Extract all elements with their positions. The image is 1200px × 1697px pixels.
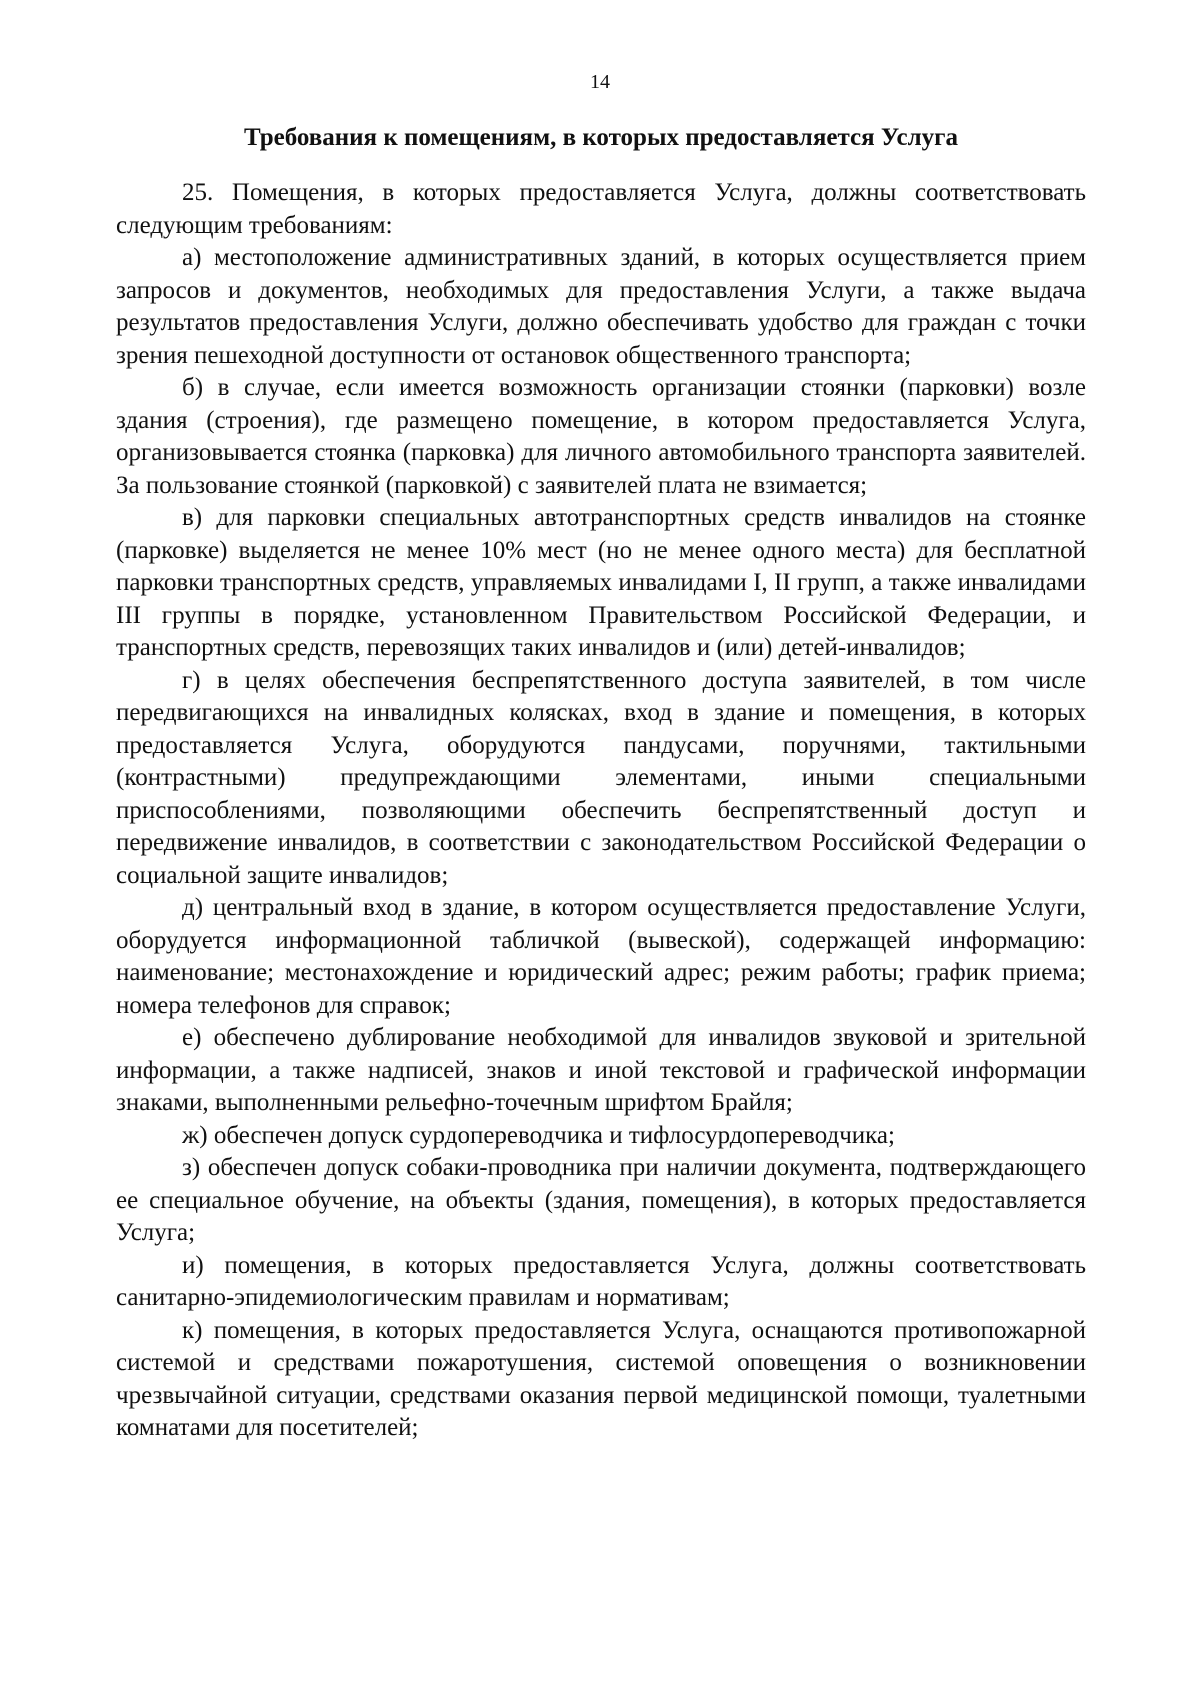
paragraph-g: г) в целях обеспечения беспрепятственного доступа заявителей, в том числе передвигающихся на инвалидных колясках, вход в здание и помещения, в которых предоставляется Услуга, оборудуются пандусами, поручнями, тактильными (контрастными) предупреждающими элементами, иными специальными приспособлениями, позволяющими обеспечить беспрепятственный доступ и передвижение инвалидов, в соответствии с законодательством Российской Федерации о социальной защите инвалидов;: [116, 666, 1086, 889]
paragraph-a: а) местоположение административных зданий, в которых осуществляется прием запросов и документов, необходимых для предоставления Услуги, а также выдача результатов предоставления Услуги, должно обеспечивать удобство для граждан с точки зрения пешеходной доступности от остановок общественного транспорта;: [116, 244, 1086, 369]
paragraph-i: и) помещения, в которых предоставляется Услуга, должны соответствовать санитарно-эпидемиологическим правилам и нормативам;: [116, 1251, 1086, 1311]
paragraph-v: в) для парковки специальных автотранспортных средств инвалидов на стоянке (парковке) выделяется не менее 10% мест (но не менее одного места) для бесплатной парковки транспортных средств, управляемых инвалидами I, II групп, а также инвалидами III группы в порядке, установленном Правительством Российской Федерации, и транспортных средств, перевозящих таких инвалидов и (или) детей-инвалидов;: [116, 504, 1086, 661]
section-title: Требования к помещениям, в которых предоставляется Услуга: [243, 124, 959, 151]
paragraph-25: 25. Помещения, в которых предоставляется Услуга, должны соответствовать следующим требованиям:: [116, 179, 1086, 239]
paragraph-zh: ж) обеспечен допуск сурдопереводчика и тифлосурдопереводчика;: [182, 1121, 895, 1149]
paragraph-k: к) помещения, в которых предоставляется Услуга, оснащаются противопожарной системой и средствами пожаротушения, системой оповещения о возникновении чрезвычайной ситуации, средствами оказания первой медицинской помощи, туалетными комнатами для посетителей;: [116, 1316, 1086, 1441]
paragraph-b: б) в случае, если имеется возможность организации стоянки (парковки) возле здания (строения), где размещено помещение, в котором предоставляется Услуга, организовывается стоянка (парковка) для личного автомобильного транспорта заявителей. За пользование стоянкой (парковкой) с заявителей плата не взимается;: [116, 374, 1086, 499]
document-body: [116, 177, 1086, 1445]
paragraph-z: з) обеспечен допуск собаки-проводника при наличии документа, подтверждающего ее специальное обучение, на объекты (здания, помещения), в которых предоставляется Услуга;: [116, 1154, 1086, 1246]
paragraph-d: д) центральный вход в здание, в котором осуществляется предоставление Услуги, оборудуется информационной табличкой (вывеской), содержащей информацию: наименование; местонахождение и юридический адрес; режим работы; график приема; номера телефонов для справок;: [116, 894, 1086, 1019]
page-number: 14: [590, 71, 610, 93]
paragraph-e: е) обеспечено дублирование необходимой для инвалидов звуковой и зрительной информации, а также надписей, знаков и иной текстовой и графической информации знаками, выполненными рельефно-точечным шрифтом Брайля;: [116, 1024, 1086, 1116]
